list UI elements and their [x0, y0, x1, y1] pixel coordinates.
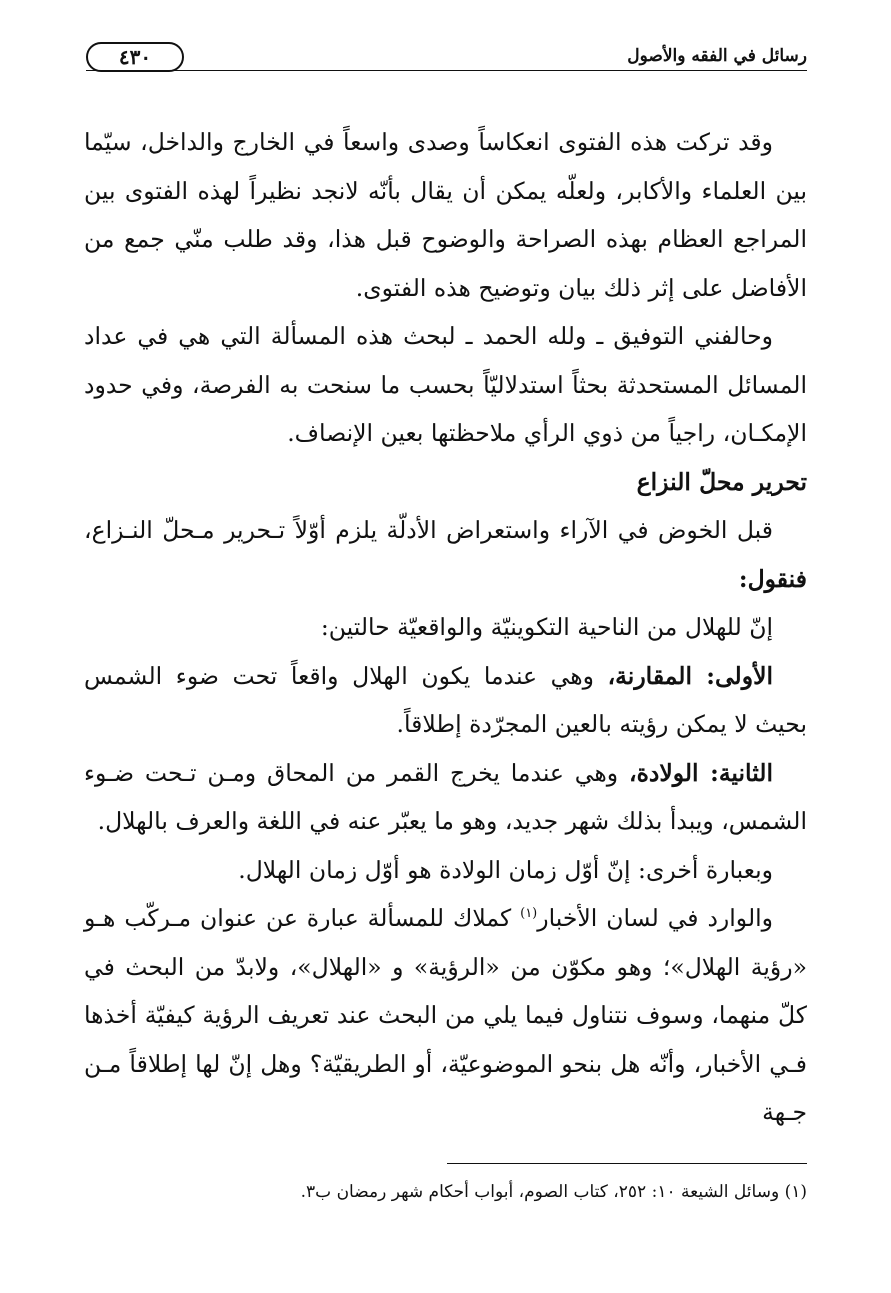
first-state-label: الأولى: المقارنة،: [607, 661, 774, 690]
page-number: ٤٣٠: [86, 42, 184, 72]
paragraph-8: [84, 894, 807, 1137]
paragraph-1: وقد تركت هذه الفتوى انعكاساً وصدى واسعاً في الخارج والداخل، سيّما بين العلماء والأكابر، ولعلّه يمكن أن يقال بأنّه لانجد نظيراً لهذه الفتوى بين المراجع العظام بهذه الصراحة والوضوح قبل هذا، وقد طلب منّي جمع من الأفاضل على إثر ذلك بيان وتوضيح هذه الفتوى.: [84, 128, 807, 302]
second-state-label: الثانية: الولادة،: [628, 758, 773, 787]
paragraph-7: وبعبارة أخرى: إنّ أوّل زمان الولادة هو أوّل زمان الهلال.: [238, 855, 773, 884]
footnote-rule: [447, 1163, 807, 1164]
running-title: رسائل في الفقه والأصول: [627, 46, 807, 66]
footnote: (١) وسائل الشيعة ١٠: ٢٥٢، كتاب الصوم، أبواب أحكام شهر رمضان ب٣.: [300, 1182, 807, 1202]
paragraph-3-text: قبل الخوض في الآراء واستعراض الأدلّة يلزم أوّلاً تـحرير مـحلّ النـزاع،: [84, 516, 773, 544]
second-state-text: وهي عندما يخرج القمر من المحاق ومـن تـحت ضـوء الشمس، ويبدأ بذلك شهر جديد، وهو ما يعبّر عنه في اللغة والعرف بالهلال.: [84, 758, 807, 835]
paragraph-4: إنّ للهلال من الناحية التكوينيّة والواقعيّة حالتين:: [320, 613, 773, 641]
paragraph-2: وحالفني التوفيق ـ ولله الحمد ـ لبحث هذه المسألة التي هي في عداد المسائل المستحدثة بحثاً استدلاليّاً بحسب ما سنحت به الفرصة، وفي حدود الإمكـان، راجياً من ذوي الرأي ملاحظتها بعين الإنصاف.: [84, 322, 807, 447]
main-text: [84, 118, 807, 1137]
section-heading: تحرير محلّ النزاع: [636, 467, 807, 496]
paragraph-8-start: والوارد في لسان الأخبار: [537, 904, 773, 932]
paragraph-5: [84, 652, 807, 749]
paragraph-3-bold: فنقول:: [738, 564, 807, 593]
page-header: [86, 38, 807, 78]
paragraph-3: [84, 506, 807, 603]
paragraph-6: [84, 749, 807, 846]
paragraph-8-end: كملاك للمسألة عبارة عن عنوان مـركّب هـو «رؤية الهلال»؛ وهو مكوّن من «الرؤية» و «الهلال»، ولابدّ من البحث في كلّ منهما، وسوف نتناول فيما يلي من البحث عند تعريف الرؤية كيفيّة أخذها فـي الأخبار، وأنّه هل بنحو الموضوعيّة، أو الطريقيّة؟ وهل إنّ لها إطلاقاً مـن جـهة: [84, 904, 807, 1126]
header-rule: [86, 70, 807, 71]
first-state-text: وهي عندما يكون الهلال واقعاً تحت ضوء الشمس بحيث لا يمكن رؤيته بالعين المجرّدة إطلاقاً.: [84, 661, 807, 738]
footnote-marker: (١): [520, 906, 538, 922]
